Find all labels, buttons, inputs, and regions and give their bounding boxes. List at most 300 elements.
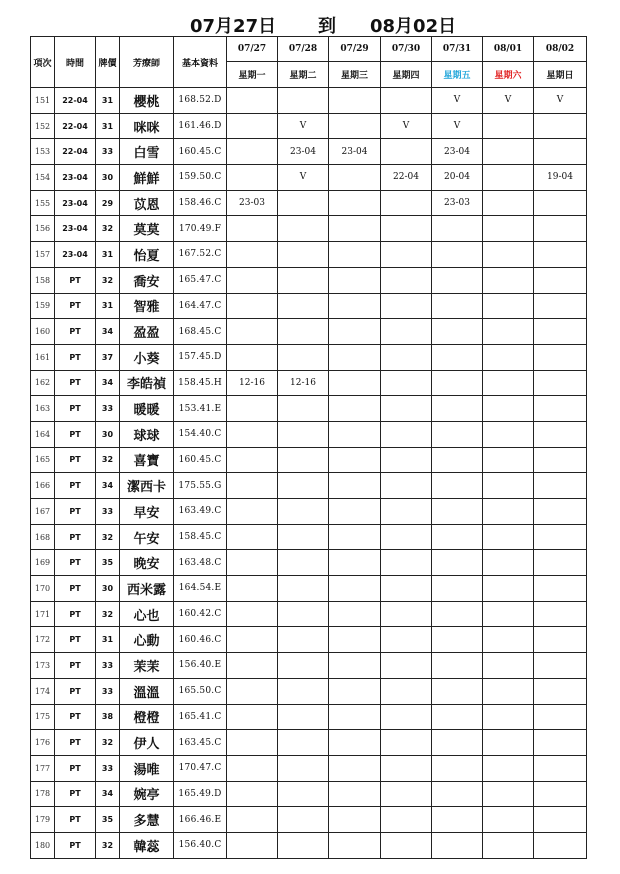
schedule-cell: 12-16	[227, 370, 278, 396]
header-weekday: 星期三	[329, 62, 381, 88]
row-info: 168.45.C	[174, 319, 227, 345]
row-therapist-name: 午安	[120, 524, 174, 550]
schedule-cell	[483, 421, 534, 447]
schedule-cell: 23-04	[329, 139, 381, 165]
header-date: 08/02	[534, 37, 587, 62]
schedule-cell	[381, 755, 432, 781]
schedule-cell	[432, 678, 483, 704]
row-therapist-name: 湯唯	[120, 755, 174, 781]
row-time: PT	[55, 319, 96, 345]
schedule-cell	[381, 242, 432, 268]
table-row	[31, 704, 587, 730]
schedule-cell	[227, 216, 278, 242]
schedule-cell: 22-04	[381, 165, 432, 191]
row-price: 33	[96, 396, 120, 422]
schedule-cell	[534, 550, 587, 576]
row-time: PT	[55, 601, 96, 627]
schedule-cell	[432, 396, 483, 422]
row-time: PT	[55, 370, 96, 396]
schedule-cell	[381, 473, 432, 499]
schedule-cell	[432, 755, 483, 781]
row-time: PT	[55, 473, 96, 499]
schedule-cell	[278, 832, 329, 858]
schedule-cell	[381, 807, 432, 833]
header-info: 基本資料	[174, 37, 227, 88]
schedule-cell	[534, 396, 587, 422]
table-row	[31, 473, 587, 499]
schedule-cell	[227, 165, 278, 191]
schedule-cell	[278, 293, 329, 319]
schedule-cell	[227, 242, 278, 268]
schedule-cell	[329, 576, 381, 602]
schedule-cell	[278, 550, 329, 576]
schedule-cell	[329, 113, 381, 139]
schedule-cell	[534, 319, 587, 345]
row-price: 31	[96, 88, 120, 114]
schedule-cell	[381, 576, 432, 602]
table-row	[31, 319, 587, 345]
schedule-cell	[534, 627, 587, 653]
schedule-cell	[534, 832, 587, 858]
row-info: 153.41.E	[174, 396, 227, 422]
schedule-cell	[381, 139, 432, 165]
table-row	[31, 832, 587, 858]
schedule-cell	[381, 447, 432, 473]
schedule-cell	[329, 293, 381, 319]
row-price: 32	[96, 832, 120, 858]
table-row	[31, 139, 587, 165]
schedule-cell	[432, 524, 483, 550]
row-therapist-name: 櫻桃	[120, 88, 174, 114]
row-therapist-name: 早安	[120, 499, 174, 525]
row-therapist-name: 暖暖	[120, 396, 174, 422]
header-date: 07/28	[278, 37, 329, 62]
row-info: 165.49.D	[174, 781, 227, 807]
schedule-cell	[432, 601, 483, 627]
table-row	[31, 730, 587, 756]
schedule-cell	[278, 704, 329, 730]
table-row	[31, 807, 587, 833]
schedule-cell	[329, 653, 381, 679]
row-therapist-name: 橙橙	[120, 704, 174, 730]
row-time: PT	[55, 499, 96, 525]
row-time: 22-04	[55, 139, 96, 165]
schedule-cell: V	[483, 88, 534, 114]
schedule-cell	[329, 344, 381, 370]
schedule-cell	[227, 447, 278, 473]
schedule-title	[0, 10, 620, 36]
schedule-cell	[483, 139, 534, 165]
schedule-cell	[534, 781, 587, 807]
row-price: 38	[96, 704, 120, 730]
schedule-cell	[381, 190, 432, 216]
schedule-cell	[227, 524, 278, 550]
row-time: PT	[55, 627, 96, 653]
schedule-cell	[381, 550, 432, 576]
table-row	[31, 653, 587, 679]
schedule-cell: V	[278, 165, 329, 191]
schedule-cell	[329, 627, 381, 653]
schedule-cell	[483, 781, 534, 807]
schedule-cell	[227, 755, 278, 781]
schedule-cell	[329, 550, 381, 576]
schedule-cell	[278, 319, 329, 345]
schedule-cell	[227, 807, 278, 833]
schedule-cell	[432, 216, 483, 242]
schedule-cell	[432, 807, 483, 833]
schedule-cell	[329, 678, 381, 704]
header-weekday: 星期二	[278, 62, 329, 88]
row-info: 158.45.H	[174, 370, 227, 396]
schedule-cell: 23-04	[432, 139, 483, 165]
schedule-cell	[381, 704, 432, 730]
row-info: 160.45.C	[174, 447, 227, 473]
schedule-cell	[227, 576, 278, 602]
schedule-cell	[483, 344, 534, 370]
row-time: PT	[55, 396, 96, 422]
row-price: 30	[96, 576, 120, 602]
row-time: PT	[55, 550, 96, 576]
schedule-cell	[432, 344, 483, 370]
row-time: PT	[55, 678, 96, 704]
table-row	[31, 678, 587, 704]
row-info: 164.54.E	[174, 576, 227, 602]
row-index: 161	[31, 344, 55, 370]
schedule-cell	[227, 499, 278, 525]
row-info: 160.46.C	[174, 627, 227, 653]
row-time: PT	[55, 576, 96, 602]
row-price: 34	[96, 781, 120, 807]
row-therapist-name: 喜寶	[120, 447, 174, 473]
row-time: PT	[55, 344, 96, 370]
schedule-cell	[278, 447, 329, 473]
schedule-cell	[329, 601, 381, 627]
schedule-cell	[227, 139, 278, 165]
schedule-cell	[483, 653, 534, 679]
schedule-cell	[483, 755, 534, 781]
schedule-cell	[227, 832, 278, 858]
schedule-cell	[227, 396, 278, 422]
schedule-cell	[381, 319, 432, 345]
row-therapist-name: 伊人	[120, 730, 174, 756]
schedule-cell	[227, 653, 278, 679]
schedule-cell	[534, 755, 587, 781]
row-time: PT	[55, 704, 96, 730]
schedule-cell	[329, 267, 381, 293]
schedule-cell	[227, 293, 278, 319]
header-time: 時間	[55, 37, 96, 88]
schedule-cell	[381, 396, 432, 422]
schedule-cell	[329, 242, 381, 268]
row-index: 174	[31, 678, 55, 704]
table-row	[31, 344, 587, 370]
schedule-cell	[534, 499, 587, 525]
schedule-cell	[227, 473, 278, 499]
row-therapist-name: 茉茉	[120, 653, 174, 679]
table-row	[31, 216, 587, 242]
schedule-cell	[381, 601, 432, 627]
table-row	[31, 370, 587, 396]
row-info: 167.52.C	[174, 242, 227, 268]
schedule-cell	[432, 447, 483, 473]
row-time: PT	[55, 730, 96, 756]
row-index: 172	[31, 627, 55, 653]
table-row	[31, 755, 587, 781]
schedule-cell	[483, 627, 534, 653]
schedule-cell: V	[432, 88, 483, 114]
schedule-cell: 12-16	[278, 370, 329, 396]
row-price: 33	[96, 499, 120, 525]
row-therapist-name: 潔西卡	[120, 473, 174, 499]
row-info: 165.47.C	[174, 267, 227, 293]
row-therapist-name: 李皓禎	[120, 370, 174, 396]
schedule-cell	[381, 88, 432, 114]
table-row	[31, 113, 587, 139]
schedule-cell	[534, 601, 587, 627]
schedule-cell	[227, 319, 278, 345]
schedule-cell	[483, 165, 534, 191]
schedule-cell	[432, 730, 483, 756]
schedule-cell	[278, 242, 329, 268]
row-time: 22-04	[55, 88, 96, 114]
row-info: 168.52.D	[174, 88, 227, 114]
row-price: 30	[96, 165, 120, 191]
row-index: 164	[31, 421, 55, 447]
row-index: 166	[31, 473, 55, 499]
row-price: 30	[96, 421, 120, 447]
schedule-cell	[534, 293, 587, 319]
table-row	[31, 627, 587, 653]
schedule-cell	[534, 267, 587, 293]
schedule-cell	[483, 550, 534, 576]
schedule-cell	[534, 113, 587, 139]
header-date: 08/01	[483, 37, 534, 62]
schedule-cell	[483, 678, 534, 704]
schedule-cell	[227, 550, 278, 576]
header-weekday-friday: 星期五	[432, 62, 483, 88]
row-index: 163	[31, 396, 55, 422]
schedule-cell	[534, 678, 587, 704]
schedule-cell	[483, 473, 534, 499]
schedule-cell	[432, 370, 483, 396]
row-time: 23-04	[55, 165, 96, 191]
schedule-cell	[432, 576, 483, 602]
schedule-cell	[227, 730, 278, 756]
row-price: 33	[96, 653, 120, 679]
schedule-cell	[432, 267, 483, 293]
header-seq: 項次	[31, 37, 55, 88]
row-index: 179	[31, 807, 55, 833]
schedule-cell	[278, 190, 329, 216]
schedule-cell	[534, 524, 587, 550]
title-to-word: 到	[318, 16, 336, 37]
table-row	[31, 550, 587, 576]
schedule-cell	[534, 216, 587, 242]
schedule-cell	[329, 396, 381, 422]
schedule-cell	[329, 447, 381, 473]
table-row	[31, 396, 587, 422]
schedule-cell: V	[381, 113, 432, 139]
table-body	[31, 88, 587, 859]
schedule-cell	[278, 396, 329, 422]
row-therapist-name: 苡恩	[120, 190, 174, 216]
schedule-cell	[534, 370, 587, 396]
row-therapist-name: 白雪	[120, 139, 174, 165]
schedule-cell	[483, 524, 534, 550]
schedule-cell	[278, 267, 329, 293]
schedule-cell: V	[278, 113, 329, 139]
schedule-cell	[329, 421, 381, 447]
header-weekday: 星期日	[534, 62, 587, 88]
schedule-cell	[483, 113, 534, 139]
schedule-cell	[534, 730, 587, 756]
title-start-date: 07月27日	[190, 16, 277, 37]
row-price: 35	[96, 807, 120, 833]
schedule-cell	[483, 267, 534, 293]
schedule-cell	[432, 421, 483, 447]
schedule-cell	[534, 139, 587, 165]
row-index: 158	[31, 267, 55, 293]
row-therapist-name: 球球	[120, 421, 174, 447]
row-info: 163.45.C	[174, 730, 227, 756]
row-price: 33	[96, 139, 120, 165]
row-therapist-name: 西米露	[120, 576, 174, 602]
table-row	[31, 601, 587, 627]
schedule-cell	[483, 190, 534, 216]
schedule-cell: V	[432, 113, 483, 139]
schedule-cell	[329, 832, 381, 858]
schedule-cell	[381, 653, 432, 679]
schedule-cell	[432, 781, 483, 807]
row-price: 34	[96, 370, 120, 396]
schedule-cell	[381, 832, 432, 858]
schedule-cell	[278, 755, 329, 781]
schedule-cell	[329, 499, 381, 525]
row-time: PT	[55, 421, 96, 447]
table-row	[31, 781, 587, 807]
row-time: PT	[55, 524, 96, 550]
row-index: 173	[31, 653, 55, 679]
row-index: 168	[31, 524, 55, 550]
row-price: 32	[96, 216, 120, 242]
row-index: 169	[31, 550, 55, 576]
schedule-cell	[534, 576, 587, 602]
schedule-cell	[534, 447, 587, 473]
schedule-cell	[329, 807, 381, 833]
row-index: 170	[31, 576, 55, 602]
row-time: PT	[55, 447, 96, 473]
table-row	[31, 88, 587, 114]
row-therapist-name: 心動	[120, 627, 174, 653]
schedule-cell	[381, 344, 432, 370]
schedule-cell	[432, 704, 483, 730]
schedule-cell	[278, 678, 329, 704]
schedule-cell	[432, 832, 483, 858]
row-index: 162	[31, 370, 55, 396]
row-time: 22-04	[55, 113, 96, 139]
table-row	[31, 499, 587, 525]
schedule-cell	[381, 216, 432, 242]
schedule-cell: 20-04	[432, 165, 483, 191]
schedule-cell	[534, 704, 587, 730]
header-date: 07/29	[329, 37, 381, 62]
row-time: 23-04	[55, 190, 96, 216]
schedule-cell	[483, 216, 534, 242]
schedule-cell	[329, 755, 381, 781]
schedule-cell	[432, 473, 483, 499]
schedule-cell	[329, 319, 381, 345]
table-row	[31, 293, 587, 319]
row-info: 170.49.F	[174, 216, 227, 242]
schedule-cell	[278, 730, 329, 756]
row-therapist-name: 小葵	[120, 344, 174, 370]
schedule-cell	[329, 216, 381, 242]
table-row	[31, 524, 587, 550]
schedule-cell	[227, 267, 278, 293]
row-therapist-name: 鮮鮮	[120, 165, 174, 191]
schedule-cell	[381, 293, 432, 319]
schedule-cell	[278, 781, 329, 807]
schedule-cell	[278, 88, 329, 114]
row-info: 165.41.C	[174, 704, 227, 730]
schedule-cell	[227, 627, 278, 653]
row-info: 158.46.C	[174, 190, 227, 216]
row-therapist-name: 婉亭	[120, 781, 174, 807]
schedule-cell	[483, 396, 534, 422]
schedule-cell	[483, 730, 534, 756]
schedule-table	[30, 36, 587, 859]
schedule-cell	[483, 601, 534, 627]
schedule-cell	[381, 781, 432, 807]
schedule-cell	[483, 370, 534, 396]
schedule-cell	[432, 550, 483, 576]
schedule-cell	[227, 781, 278, 807]
table-row	[31, 190, 587, 216]
row-index: 167	[31, 499, 55, 525]
row-price: 32	[96, 601, 120, 627]
schedule-cell	[432, 293, 483, 319]
row-therapist-name: 溫溫	[120, 678, 174, 704]
row-index: 177	[31, 755, 55, 781]
row-info: 159.50.C	[174, 165, 227, 191]
row-time: 23-04	[55, 242, 96, 268]
row-therapist-name: 心也	[120, 601, 174, 627]
row-info: 166.46.E	[174, 807, 227, 833]
schedule-cell	[227, 678, 278, 704]
row-index: 152	[31, 113, 55, 139]
row-index: 165	[31, 447, 55, 473]
table-header	[31, 37, 587, 88]
row-info: 157.45.D	[174, 344, 227, 370]
row-therapist-name: 晚安	[120, 550, 174, 576]
schedule-cell	[381, 421, 432, 447]
schedule-cell	[432, 627, 483, 653]
row-index: 157	[31, 242, 55, 268]
schedule-cell	[329, 370, 381, 396]
row-price: 32	[96, 267, 120, 293]
row-info: 163.48.C	[174, 550, 227, 576]
header-date: 07/30	[381, 37, 432, 62]
row-therapist-name: 盈盈	[120, 319, 174, 345]
schedule-cell	[278, 344, 329, 370]
row-info: 156.40.E	[174, 653, 227, 679]
row-price: 31	[96, 242, 120, 268]
row-index: 180	[31, 832, 55, 858]
row-info: 164.47.C	[174, 293, 227, 319]
schedule-cell	[432, 242, 483, 268]
row-info: 161.46.D	[174, 113, 227, 139]
schedule-cell	[483, 242, 534, 268]
